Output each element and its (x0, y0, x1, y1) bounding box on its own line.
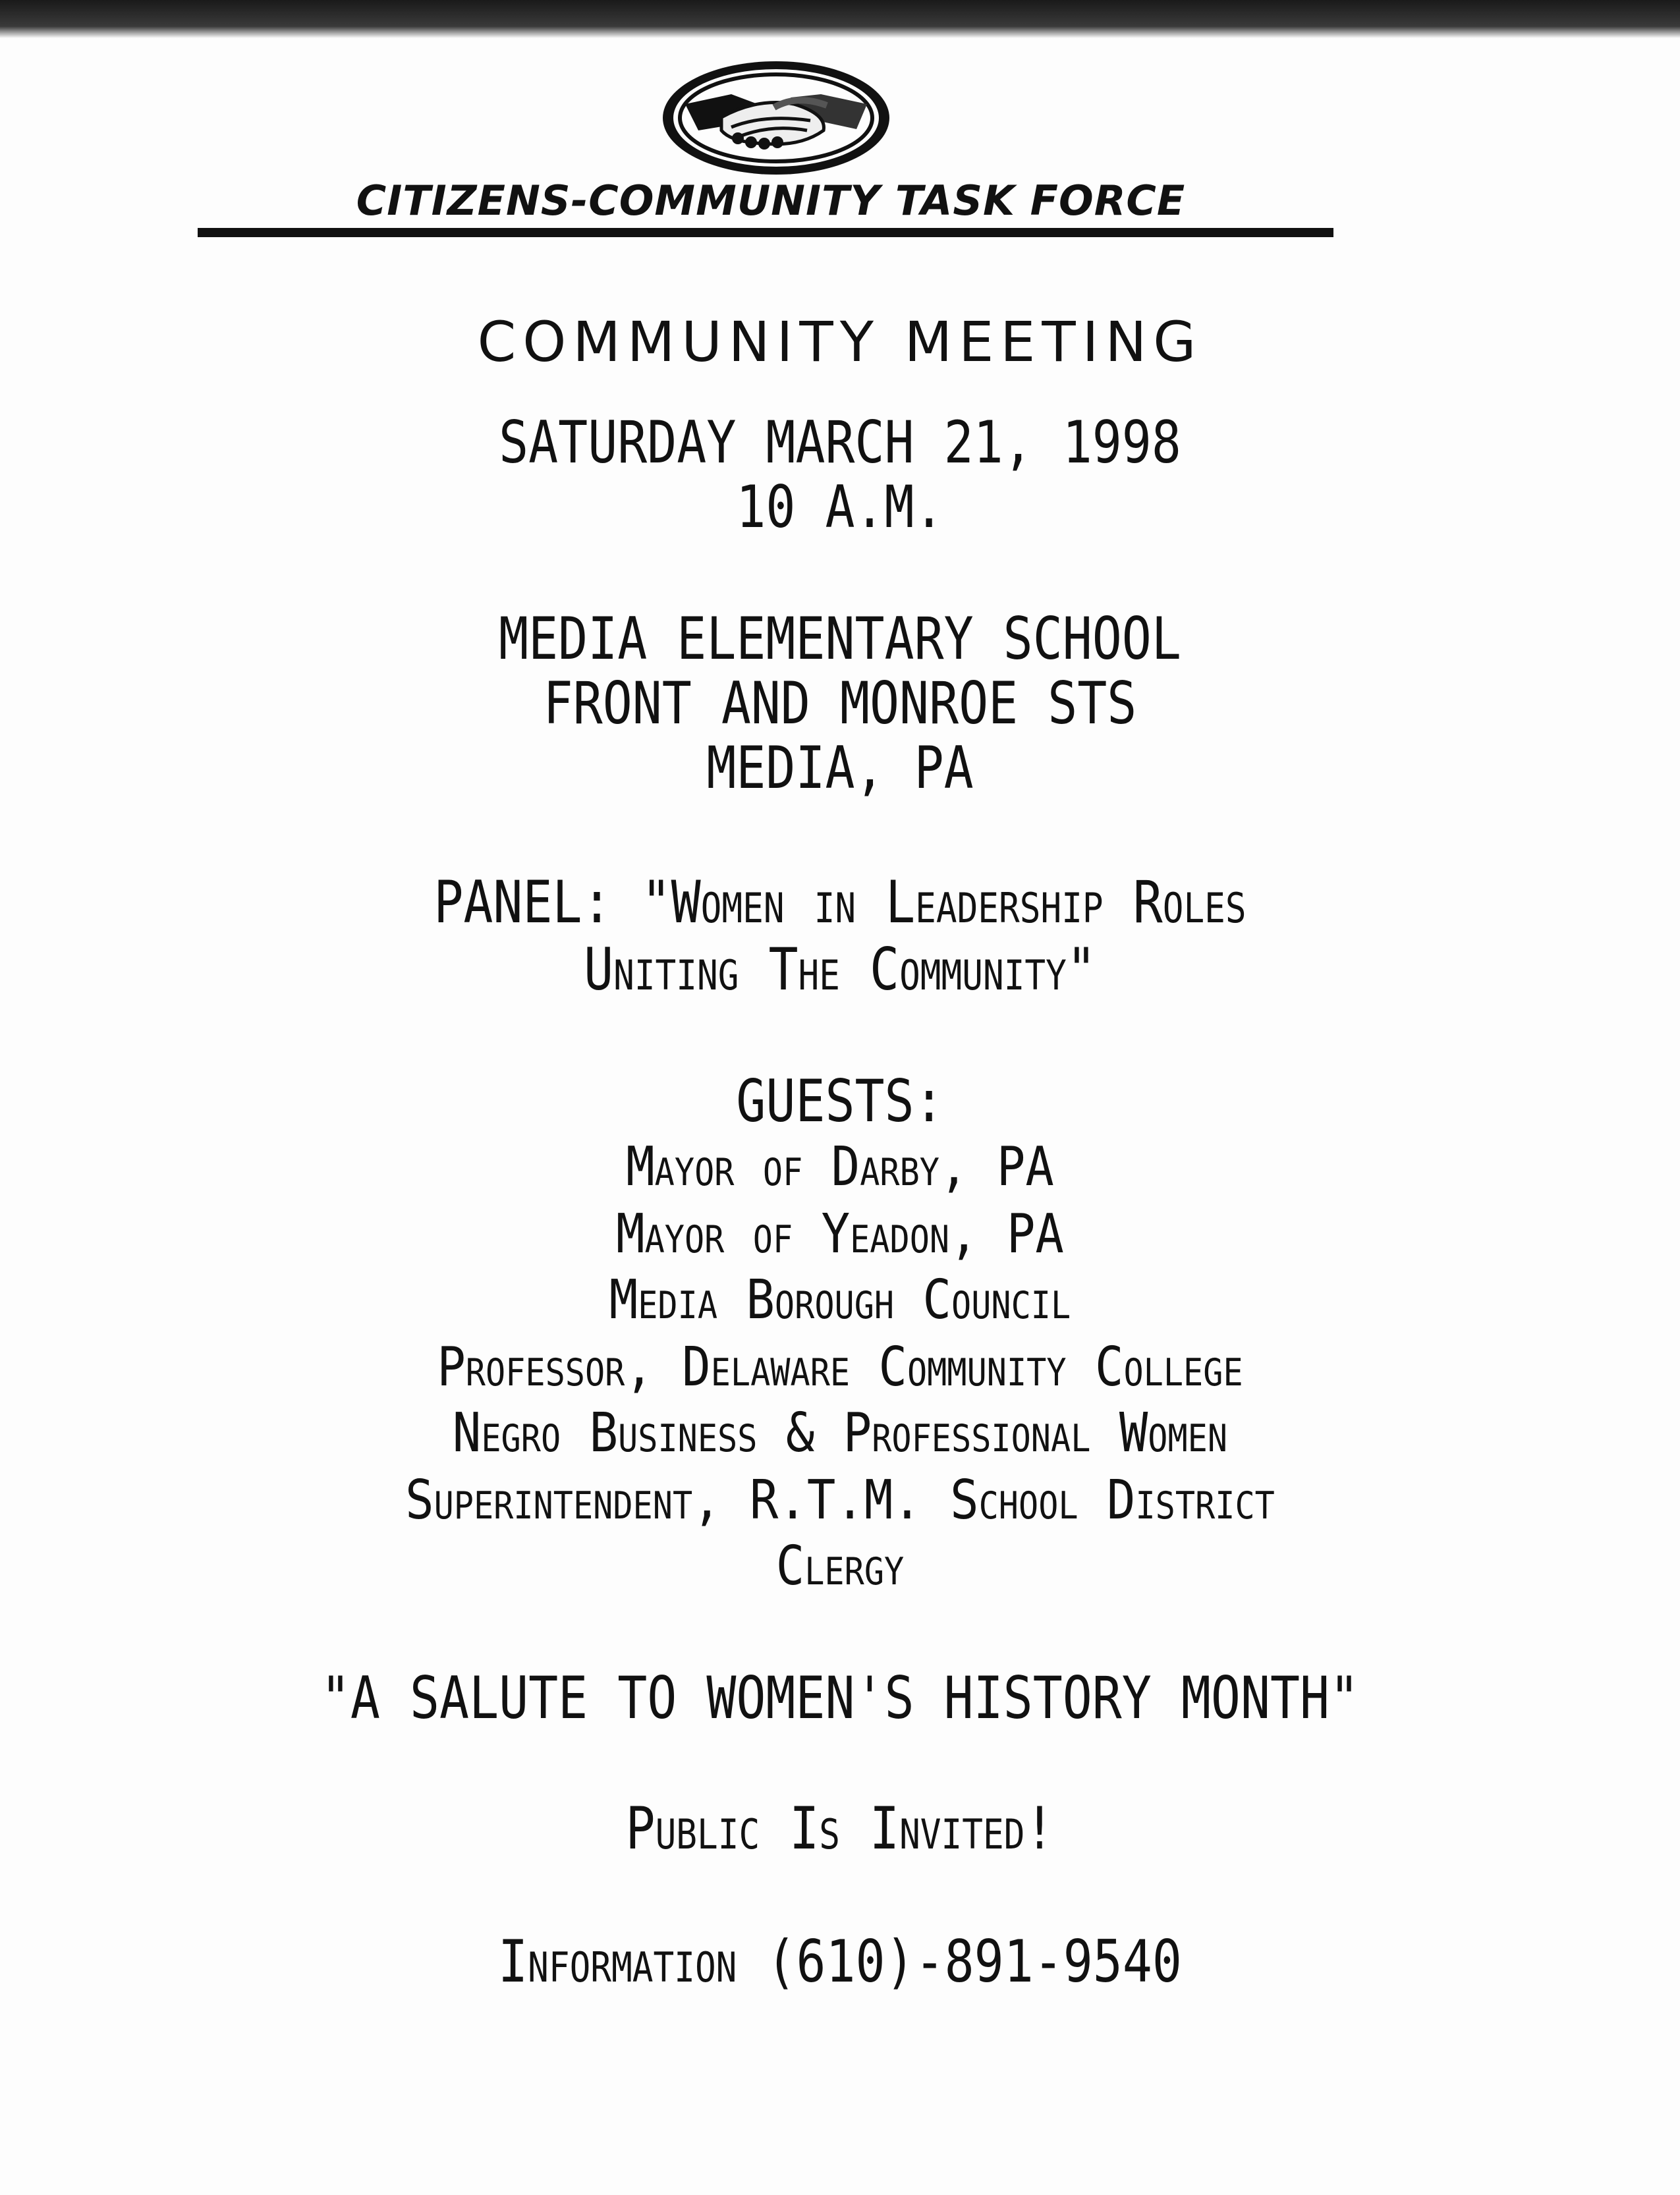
scan-top-edge (0, 0, 1680, 38)
organization-name: CITIZENS-COMMUNITY TASK FORCE (356, 177, 1186, 225)
guest-item: Clergy (775, 1535, 905, 1598)
event-time: 10 A.M. (736, 473, 944, 541)
public-invited: Public Is Invited! (625, 1794, 1055, 1862)
guest-item: Mayor of Yeadon, PA (616, 1203, 1064, 1265)
venue-city: MEDIA, PA (706, 734, 974, 802)
information-phone: Information (610)-891-9540 (498, 1928, 1182, 1995)
guest-item: Superintendent, R.T.M. School District (405, 1469, 1275, 1532)
panel-line-2: Uniting The Community" (584, 935, 1096, 1003)
guest-item: Negro Business & Professional Women (452, 1402, 1228, 1464)
panel-line-1: PANEL: "Women in Leadership Roles (434, 868, 1246, 936)
salute-line: "A SALUTE TO WOMEN'S HISTORY MONTH" (320, 1664, 1360, 1732)
guest-item: Professor, Delaware Community College (437, 1336, 1243, 1399)
handshake-icon (659, 58, 893, 178)
guest-item: Mayor of Darby, PA (626, 1136, 1054, 1198)
venue-street: FRONT AND MONROE STS (543, 669, 1137, 737)
venue-name: MEDIA ELEMENTARY SCHOOL (499, 605, 1181, 673)
event-date: SATURDAY MARCH 21, 1998 (499, 408, 1181, 476)
event-title: COMMUNITY MEETING (477, 310, 1203, 374)
guest-item: Media Borough Council (609, 1269, 1071, 1331)
header-divider (198, 228, 1333, 237)
guests-heading: GUESTS: (736, 1067, 944, 1135)
